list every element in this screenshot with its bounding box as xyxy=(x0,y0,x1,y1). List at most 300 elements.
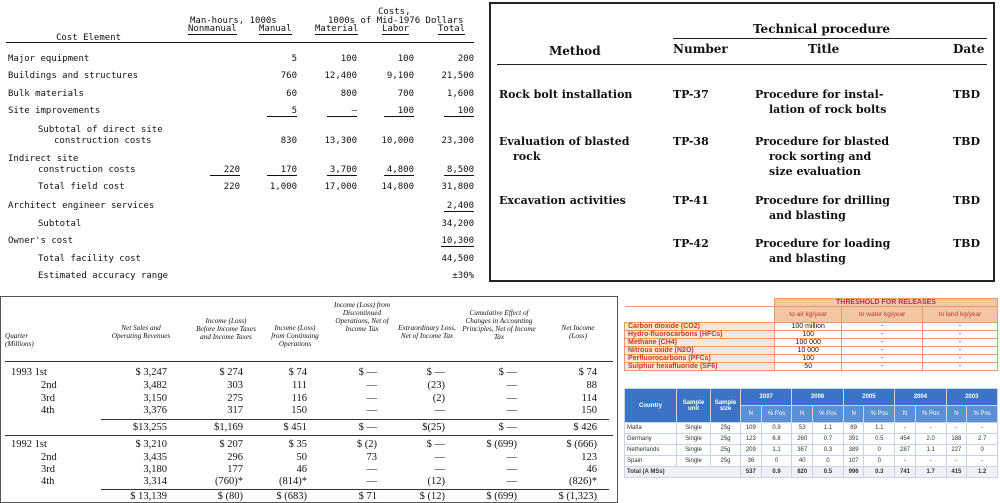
cost-row-label: Bulk materials xyxy=(8,89,84,99)
survey-value: 287 xyxy=(895,445,916,456)
income-cell-cont: 116 xyxy=(291,393,307,404)
income-cell-pretax: 296 xyxy=(227,452,243,463)
threshold-col-header: to air kg/year xyxy=(775,307,842,323)
survey-row xyxy=(625,445,998,456)
income-cell-sales: $ 3,247 xyxy=(135,367,167,378)
cost-row-label: Site improvements xyxy=(8,106,101,116)
survey-value: 0 xyxy=(967,445,998,456)
survey-value: 109 xyxy=(741,423,762,434)
income-cell-extra: (23) xyxy=(427,380,445,391)
survey-n-header: N xyxy=(741,406,762,423)
threshold-value-water: - xyxy=(842,363,923,371)
cost-cell-total: 1,600 xyxy=(446,89,474,99)
income-quarter: 2nd xyxy=(41,380,57,391)
income-quarter: 4th xyxy=(41,476,55,487)
survey-total-value: 0.5 xyxy=(813,467,844,478)
survey-value: 89 xyxy=(843,423,864,434)
cost-cell-material: 17,000 xyxy=(324,182,357,192)
cost-row-label: Architect engineer services xyxy=(8,201,155,211)
survey-value: - xyxy=(967,423,998,434)
procedure-method: Rock bolt installation xyxy=(499,88,633,101)
survey-size: 25g xyxy=(711,445,741,456)
income-cell-cont: $ 35 xyxy=(288,439,307,450)
income-cell-disc: $ 71 xyxy=(358,491,377,502)
survey-total-value: 1.7 xyxy=(915,467,946,478)
survey-total-value: 537 xyxy=(741,467,762,478)
threshold-corner xyxy=(625,307,775,323)
threshold-value-water: - xyxy=(842,347,923,355)
title-header: Title xyxy=(808,42,840,56)
survey-value: 0.3 xyxy=(813,445,844,456)
threshold-value-air: 50 xyxy=(775,363,842,371)
income-cell-pretax: 177 xyxy=(227,464,243,475)
procedure-title-line: rock sorting and xyxy=(769,150,872,163)
survey-value: 1.1 xyxy=(915,445,946,456)
col-extra-header: Extraordinary Loss, Net of Income Tax xyxy=(398,324,456,340)
income-cell-cum: — xyxy=(506,464,517,475)
income-cell-cont: $ 74 xyxy=(288,367,307,378)
income-cell-sales: $13,255 xyxy=(132,422,167,433)
procedure-number: TP-38 xyxy=(673,135,709,148)
income-cell-cont: (814)* xyxy=(279,476,307,487)
survey-size: 25g xyxy=(711,434,741,445)
survey-n-header: N xyxy=(895,406,916,423)
threshold-value-land: - xyxy=(922,339,997,347)
cost-cell-manual: 830 xyxy=(280,136,297,146)
survey-value: - xyxy=(915,456,946,467)
threshold-table xyxy=(624,298,998,382)
costs-header-line1: Costs, xyxy=(378,7,411,17)
survey-value: 0.9 xyxy=(761,423,792,434)
income-cell-cum: $ — xyxy=(498,422,517,433)
survey-pct-header: % Pos xyxy=(864,406,895,423)
income-quarter: 1992 1st xyxy=(11,439,47,450)
cost-cell-labor: 700 xyxy=(397,89,414,99)
income-cell-extra: $ (12) xyxy=(419,491,445,502)
income-cell-pretax: (760)* xyxy=(215,476,243,487)
procedure-date: TBD xyxy=(953,237,981,250)
income-cell-cum: — xyxy=(506,393,517,404)
procedure-number: TP-37 xyxy=(673,88,709,101)
survey-pct-header: % Pos xyxy=(813,406,844,423)
cost-cell-nonmanual: 220 xyxy=(223,182,240,192)
survey-size: 25g xyxy=(711,423,741,434)
survey-value: 367 xyxy=(792,445,813,456)
col-disc-header: Income (Loss) from Discontinued Operations, Net of Income Tax xyxy=(333,301,391,333)
survey-unit: Single xyxy=(677,456,711,467)
income-cell-disc: — xyxy=(366,476,377,487)
survey-table xyxy=(624,388,998,503)
income-cell-net: 150 xyxy=(581,405,597,416)
threshold-value-water: - xyxy=(842,331,923,339)
procedure-title-line: and blasting xyxy=(769,209,846,222)
income-cell-sales: 3,180 xyxy=(143,464,167,475)
survey-value: 0 xyxy=(761,456,792,467)
cost-row-label: Buildings and structures xyxy=(8,71,139,81)
survey-value: 107 xyxy=(843,456,864,467)
survey-year-header-row xyxy=(625,389,998,406)
cost-row-label: Total field cost xyxy=(38,182,125,192)
survey-value: 0.5 xyxy=(864,434,895,445)
survey-total-value: 0.9 xyxy=(761,467,792,478)
cost-cell-total: 100 xyxy=(444,106,474,117)
survey-value: 0 xyxy=(864,456,895,467)
threshold-substance: Sulphur hexafluoride (SF6) xyxy=(625,363,775,371)
cost-cell-total: 21,500 xyxy=(441,71,474,81)
survey-value: 188 xyxy=(946,434,967,445)
income-quarter: 3rd xyxy=(41,393,55,404)
procedure-title-line: Procedure for blasted xyxy=(755,135,890,148)
survey-value: 260 xyxy=(792,434,813,445)
cost-cell-manual: 5 xyxy=(291,54,297,64)
cost-cell-labor: 9,100 xyxy=(386,71,414,81)
survey-n-header: N xyxy=(843,406,864,423)
income-cell-cont: 111 xyxy=(292,380,307,391)
procedure-title-line: and blasting xyxy=(769,252,846,265)
col-cum-header: Cumulative Effect of Changes in Accounting Principles, Net of Income Tax xyxy=(462,309,536,341)
threshold-value-water: - xyxy=(842,355,923,363)
threshold-title xyxy=(775,299,998,307)
income-cell-net: 114 xyxy=(581,393,597,404)
survey-total-value: 415 xyxy=(946,467,967,478)
procedure-group-header: Technical procedure xyxy=(753,22,891,36)
threshold-col-header: to land kg/year xyxy=(922,307,997,323)
cost-cell-total: 31,800 xyxy=(441,182,474,192)
survey-value: 1.1 xyxy=(761,445,792,456)
cost-cell-total: 2,400 xyxy=(444,201,474,212)
survey-country-header: Country xyxy=(625,389,677,423)
income-cell-cum: — xyxy=(506,452,517,463)
income-quarter: 1993 1st xyxy=(11,367,47,378)
income-cell-disc: — xyxy=(366,464,377,475)
year-separator-rule xyxy=(5,435,613,436)
cost-cell-total: 23,300 xyxy=(441,136,474,146)
threshold-value-land: - xyxy=(922,323,997,331)
survey-value: 123 xyxy=(741,434,762,445)
cost-cell-labor: 100 xyxy=(397,54,414,64)
survey-value: 209 xyxy=(741,445,762,456)
survey-unit-header: Sample unit xyxy=(677,389,711,423)
survey-value: - xyxy=(915,423,946,434)
survey-value: 389 xyxy=(843,445,864,456)
survey-value: - xyxy=(895,456,916,467)
cost-cell-manual: 170 xyxy=(267,165,297,176)
survey-value: 36 xyxy=(741,456,762,467)
income-cell-disc: $ — xyxy=(358,367,377,378)
survey-value: 391 xyxy=(843,434,864,445)
threshold-value-land: - xyxy=(922,355,997,363)
procedure-number: TP-41 xyxy=(673,194,709,207)
income-cell-net: (826)* xyxy=(569,476,597,487)
income-cell-disc: — xyxy=(366,405,377,416)
col-net-header: Net Income (Loss) xyxy=(561,324,595,340)
threshold-substance: Nitrous oxide (N2O) xyxy=(625,347,775,355)
cost-cell-material: 12,400 xyxy=(324,71,357,81)
threshold-row xyxy=(625,355,998,363)
threshold-value-water: - xyxy=(842,339,923,347)
survey-row xyxy=(625,423,998,434)
income-cell-sales: 3,150 xyxy=(143,393,167,404)
income-cell-extra: $ — xyxy=(426,367,445,378)
threshold-value-air: 10 000 xyxy=(775,347,842,355)
cost-cell-total: ±30% xyxy=(452,271,474,281)
threshold-row xyxy=(625,331,998,339)
survey-pct-header: % Pos xyxy=(761,406,792,423)
income-quarter: 3rd xyxy=(41,464,55,475)
income-cell-net: $ 74 xyxy=(578,367,597,378)
income-cell-pretax: $1,169 xyxy=(214,422,243,433)
income-cell-cont: $ 451 xyxy=(283,422,307,433)
survey-year-header: 2006 xyxy=(792,389,843,406)
cost-row-label: Indirect site xyxy=(8,154,79,164)
income-cell-extra: (2) xyxy=(432,393,445,404)
procedure-method: Evaluation of blasted xyxy=(499,135,630,148)
manhours-header: Man-hours, 1000s xyxy=(190,16,277,26)
procedure-group-rule xyxy=(673,38,987,39)
survey-value: - xyxy=(946,456,967,467)
cost-cell-manual: 60 xyxy=(286,89,297,99)
income-cell-cum: $ (699) xyxy=(486,439,517,450)
survey-size: 25g xyxy=(711,456,741,467)
procedure-title-line: Procedure for loading xyxy=(755,237,891,250)
income-quarter: 4th xyxy=(41,405,55,416)
cost-cell-total: 10,300 xyxy=(441,236,474,246)
quarterly-income-table xyxy=(0,296,618,503)
cost-cell-material: 3,700 xyxy=(327,165,357,176)
survey-value: 2.7 xyxy=(967,434,998,445)
income-cell-sales: $ 13,139 xyxy=(130,491,167,502)
threshold-row xyxy=(625,363,998,371)
income-cell-extra: — xyxy=(434,405,445,416)
total-1993-rule xyxy=(101,419,609,420)
method-header: Method xyxy=(549,44,601,58)
survey-year-header: 2007 xyxy=(741,389,792,406)
nonmanual-header: Nonmanual xyxy=(188,24,237,34)
survey-value: 40 xyxy=(792,456,813,467)
income-cell-sales: 3,376 xyxy=(143,405,167,416)
total-header: Total xyxy=(438,24,466,34)
income-cell-net: 88 xyxy=(586,380,597,391)
survey-total-row xyxy=(625,467,998,478)
income-cell-sales: $ 3,210 xyxy=(135,439,167,450)
cost-element-table xyxy=(0,0,484,290)
procedure-date: TBD xyxy=(953,135,981,148)
survey-total-label: Total (A MSs) xyxy=(625,467,741,478)
threshold-value-land: - xyxy=(922,331,997,339)
survey-country: Spain xyxy=(625,456,677,467)
income-cell-net: 46 xyxy=(586,464,597,475)
cost-row-label: Owner's cost xyxy=(8,236,74,246)
income-cell-sales: 3,314 xyxy=(143,476,167,487)
income-cell-net: $ 426 xyxy=(573,422,597,433)
income-cell-extra: $(25) xyxy=(422,422,445,433)
labor-header: Labor xyxy=(382,24,410,34)
income-cell-pretax: 275 xyxy=(227,393,243,404)
income-cell-cum: $ (699) xyxy=(486,491,517,502)
survey-total-value: 741 xyxy=(895,467,916,478)
col-pretax-header: Income (Loss) Before Income Taxes and Income Taxes xyxy=(196,317,256,341)
manual-header: Manual xyxy=(259,24,292,34)
survey-total-value: 0.3 xyxy=(864,467,895,478)
threshold-substance: Methane (CH4) xyxy=(625,339,775,347)
income-header-rule xyxy=(5,361,613,362)
cost-cell-manual: 5 xyxy=(267,106,297,117)
col-cont-header: Income (Loss) from Continuing Operations xyxy=(271,324,319,348)
header-rule xyxy=(6,42,474,43)
col-quarter-header: Quarter (Millions) xyxy=(5,332,34,348)
income-cell-net: 123 xyxy=(581,452,597,463)
threshold-row xyxy=(625,323,998,331)
survey-value: 6.8 xyxy=(761,434,792,445)
number-header: Number xyxy=(673,42,728,56)
survey-pct-header: % Pos xyxy=(967,406,998,423)
survey-country: Malta xyxy=(625,423,677,434)
cost-row-label: Subtotal xyxy=(38,219,82,229)
threshold-substance: Hydro-fluorocarbons (HFCs) xyxy=(625,331,775,339)
threshold-value-land: - xyxy=(922,347,997,355)
survey-value: 0.7 xyxy=(813,434,844,445)
cost-cell-material: — xyxy=(327,106,357,117)
survey-value: 227 xyxy=(946,445,967,456)
cost-row-label-cont: construction costs xyxy=(38,165,136,175)
procedure-title-line: lation of rock bolts xyxy=(769,103,887,116)
procedure-method: Excavation activities xyxy=(499,194,626,207)
income-cell-cont: 50 xyxy=(296,452,307,463)
threshold-substance: Perfluorocarbons (PFCs) xyxy=(625,355,775,363)
income-cell-pretax: $ (80) xyxy=(217,491,243,502)
material-header: Material xyxy=(315,24,359,34)
income-cell-cum: — xyxy=(506,405,517,416)
survey-n-header: N xyxy=(946,406,967,423)
threshold-row xyxy=(625,347,998,355)
survey-row xyxy=(625,434,998,445)
procedure-number: TP-42 xyxy=(673,237,709,250)
cost-cell-material: 100 xyxy=(340,54,357,64)
procedure-date: TBD xyxy=(953,194,981,207)
survey-row xyxy=(625,456,998,467)
income-cell-cum: — xyxy=(506,476,517,487)
survey-value: 0 xyxy=(813,456,844,467)
income-quarter: 2nd xyxy=(41,452,57,463)
threshold-value-air: 100 xyxy=(775,355,842,363)
income-cell-cum: $ — xyxy=(498,367,517,378)
survey-total-value: 820 xyxy=(792,467,813,478)
cost-cell-total: 34,200 xyxy=(441,219,474,229)
survey-total-value: 996 xyxy=(843,467,864,478)
income-cell-disc: — xyxy=(366,393,377,404)
income-cell-sales: 3,435 xyxy=(143,452,167,463)
cost-cell-total: 200 xyxy=(457,54,474,64)
survey-pct-header: % Pos xyxy=(915,406,946,423)
cost-row-label: Estimated accuracy range xyxy=(38,271,169,281)
date-header: Date xyxy=(953,42,985,56)
threshold-value-air: 100 000 xyxy=(775,339,842,347)
income-cell-pretax: $ 207 xyxy=(219,439,243,450)
survey-size-header: Sample size xyxy=(711,389,741,423)
income-cell-pretax: $ 274 xyxy=(219,367,243,378)
survey-value: 1.1 xyxy=(864,423,895,434)
income-cell-cont: 46 xyxy=(296,464,307,475)
survey-value: - xyxy=(946,423,967,434)
threshold-col-header: to water kg/year xyxy=(842,307,923,323)
cost-cell-labor: 100 xyxy=(384,106,414,117)
procedure-title-line: Procedure for drilling xyxy=(755,194,890,207)
survey-year-header: 2005 xyxy=(843,389,894,406)
survey-value: 1.1 xyxy=(813,423,844,434)
income-cell-disc: 73 xyxy=(366,452,377,463)
threshold-value-land: - xyxy=(922,363,997,371)
cost-row-label: Total facility cost xyxy=(38,254,141,264)
cost-cell-manual: 760 xyxy=(280,71,297,81)
threshold-value-air: 100 million xyxy=(775,323,842,331)
income-cell-disc: — xyxy=(366,380,377,391)
income-cell-disc: $ (2) xyxy=(356,439,377,450)
threshold-row xyxy=(625,339,998,347)
income-cell-extra: — xyxy=(434,464,445,475)
survey-value: 454 xyxy=(895,434,916,445)
survey-value: - xyxy=(895,423,916,434)
cost-row-label: Major equipment xyxy=(8,54,90,64)
cost-cell-manual: 1,000 xyxy=(269,182,297,192)
survey-unit: Single xyxy=(677,445,711,456)
total-1992-rule xyxy=(101,489,609,490)
procedure-date: TBD xyxy=(953,88,981,101)
cost-element-header: Cost Element xyxy=(56,33,122,43)
cost-cell-total: 8,500 xyxy=(444,165,474,176)
survey-n-header: N xyxy=(792,406,813,423)
cost-cell-total: 44,500 xyxy=(441,254,474,264)
costs-header-line2: 1000s of Mid-1976 Dollars xyxy=(328,16,464,26)
survey-country: Netherlands xyxy=(625,445,677,456)
income-cell-pretax: 303 xyxy=(227,380,243,391)
technical-procedure-table xyxy=(489,2,995,282)
income-cell-extra: $ — xyxy=(426,439,445,450)
survey-value: 2.0 xyxy=(915,434,946,445)
survey-value: 0 xyxy=(864,445,895,456)
survey-unit: Single xyxy=(677,434,711,445)
income-cell-extra: (12) xyxy=(427,476,445,487)
threshold-value-water: - xyxy=(842,323,923,331)
threshold-value-air: 100 xyxy=(775,331,842,339)
survey-year-header: 2003 xyxy=(946,389,997,406)
col-sales-header: Net Sales and Operating Revenues xyxy=(111,324,171,340)
income-cell-cont: 150 xyxy=(291,405,307,416)
cost-cell-material: 13,300 xyxy=(324,136,357,146)
survey-unit: Single xyxy=(677,423,711,434)
income-cell-sales: 3,482 xyxy=(143,380,167,391)
threshold-substance: Carbon dioxide (CO2) xyxy=(625,323,775,331)
income-cell-net: $ (666) xyxy=(566,439,597,450)
income-cell-extra: — xyxy=(434,452,445,463)
income-cell-pretax: 317 xyxy=(227,405,243,416)
cost-cell-labor: 10,000 xyxy=(381,136,414,146)
survey-total-value: 1.2 xyxy=(967,467,998,478)
cost-cell-nonmanual: 220 xyxy=(210,165,240,176)
procedure-title-line: Procedure for instal- xyxy=(755,88,884,101)
income-cell-disc: $ — xyxy=(358,422,377,433)
survey-country: Germany xyxy=(625,434,677,445)
survey-year-header: 2004 xyxy=(895,389,946,406)
threshold-title-text: THRESHOLD FOR RELEASES xyxy=(836,299,936,306)
procedure-header-rule xyxy=(497,64,987,65)
income-cell-cont: $ (683) xyxy=(276,491,307,502)
procedure-title-line: size evaluation xyxy=(769,165,861,178)
cost-cell-material: 800 xyxy=(340,89,357,99)
procedure-method-cont: rock xyxy=(513,150,541,163)
cost-row-label-cont: construction costs xyxy=(54,136,152,146)
survey-value: - xyxy=(967,456,998,467)
cost-row-label: Subtotal of direct site xyxy=(38,125,163,135)
